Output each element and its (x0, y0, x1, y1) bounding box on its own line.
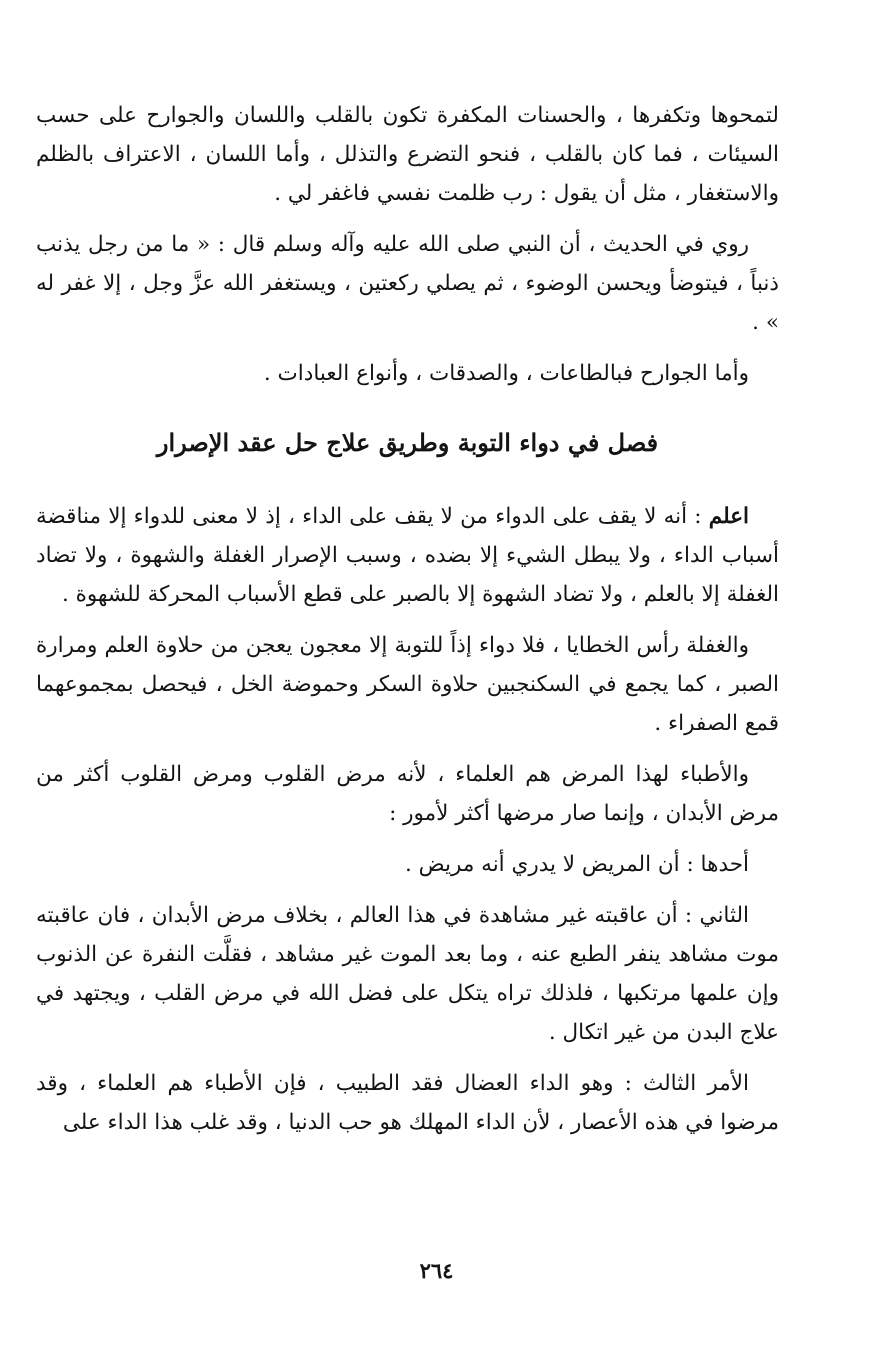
lead-word: اعلم (708, 504, 749, 529)
page-body (36, 96, 779, 1154)
paragraph-4 (36, 497, 779, 614)
paragraph-5: والغفلة رأس الخطايا ، فلا دواء إذاً للتوبة إلا معجون يعجن من حلاوة العلم ومرارة الصبر ، كما يجمع في السكنجبين حلاوة السكر وحموضة الخل ، فيحصل بمجموعهما قمع الصفراء . (36, 633, 779, 736)
page-number: ٢٦٤ (419, 1258, 454, 1283)
paragraph-9: الأمر الثالث : وهو الداء العضال فقد الطبيب ، فإن الأطباء هم العلماء ، وقد مرضوا في هذه الأعصار ، لأن الداء المهلك هو حب الدنيا ، وقد غلب هذا الداء على (36, 1071, 779, 1135)
section-title: فصل في دواء التوبة وطريق علاج حل عقد الإصرار (156, 428, 659, 457)
paragraph-3: وأما الجوارح فبالطاعات ، والصدقات ، وأنواع العبادات . (263, 361, 749, 386)
paragraph-1: لتمحوها وتكفرها ، والحسنات المكفرة تكون بالقلب واللسان والجوارح على حسب السيئات ، فما كان بالقلب ، فنحو التضرع والتذلل ، وأما اللسان ، الاعتراف بالظلم والاستغفار ، مثل أن يقول : رب ظلمت نفسي فاغفر لي . (36, 103, 779, 206)
paragraph-4-text: : أنه لا يقف على الدواء من لا يقف على الداء ، إذ لا معنى للدواء إلا مناقضة أسباب الداء ، ولا يبطل الشيء إلا بضده ، وسبب الإصرار الغفلة والشهوة ، ولا تضاد الغفلة إلا بالعلم ، ولا تضاد الشهوة إلا بالصبر على قطع الأسباب المحركة للشهوة . (36, 504, 779, 607)
paragraph-7: أحدها : أن المريض لا يدري أنه مريض . (404, 852, 749, 877)
paragraph-2: روي في الحديث ، أن النبي صلى الله عليه وآله وسلم قال : « ما من رجل يذنب ذنباً ، فيتوضأ ويحسن الوضوء ، ثم يصلي ركعتين ، ويستغفر الله عزَّ وجل ، إلا غفر له » . (36, 232, 779, 335)
paragraph-6: والأطباء لهذا المرض هم العلماء ، لأنه مرض القلوب ومرض القلوب أكثر من مرض الأبدان ، وإنما صار مرضها أكثر لأمور : (36, 762, 779, 826)
paragraph-8: الثاني : أن عاقبته غير مشاهدة في هذا العالم ، بخلاف مرض الأبدان ، فان عاقبته موت مشاهد ينفر الطبع عنه ، وما بعد الموت غير مشاهد ، فقلَّت النفرة عن الذنوب وإن علمها مرتكبها ، فلذلك تراه يتكل على فضل الله في مرض القلب ، ويجتهد في علاج البدن من غير اتكال . (36, 903, 779, 1045)
